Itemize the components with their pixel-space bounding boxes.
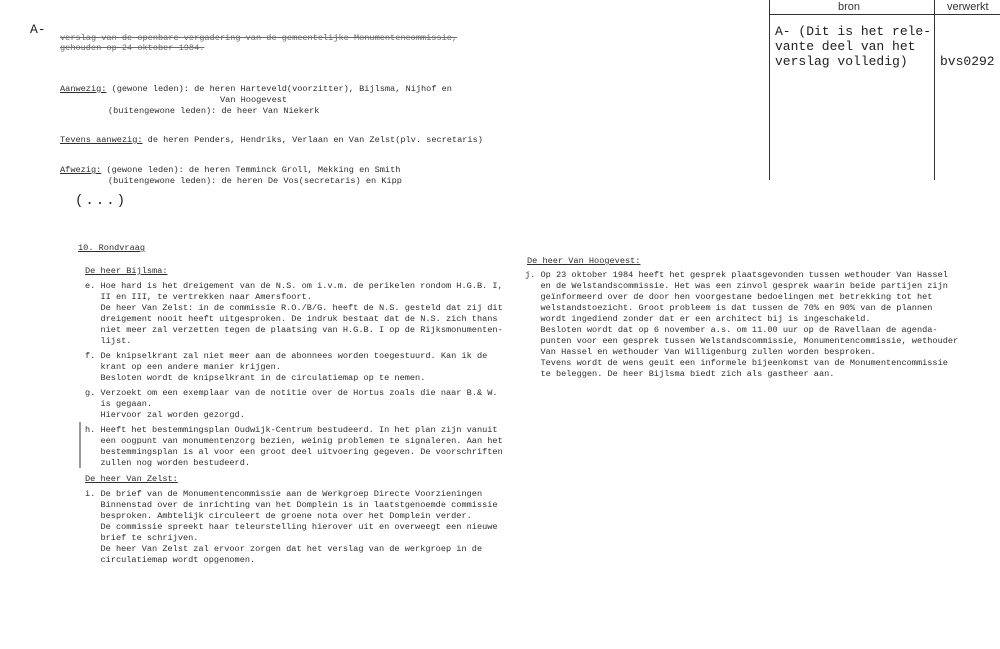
item-e-line: dreigement nooit heeft uitgesproken. De indruk bestaat dat de N.S. zich thans [85, 314, 498, 324]
absent-regular: (gewone leden): de heren Temminck Groll, Mekking en Smith [101, 165, 401, 175]
item-i-line: brief te schrijven. [85, 533, 199, 543]
item-e-line: II en III, te vertrekken naar Amersfoort. [85, 292, 312, 302]
item-f-line: Besloten wordt de knipselkrant in de circulatiemap op te nemen. [85, 373, 426, 383]
present-line [60, 84, 452, 94]
item-g-line: g. Verzoekt om een exemplaar van de notitie over de Hortus zoals die naar B.& W. [85, 388, 498, 398]
present-extra: (buitengewone leden): de heer Van Niekerk [108, 106, 320, 116]
speaker-van-hoogevest: De heer Van Hoogevest: [527, 256, 641, 266]
item-j-line: punten voor een gesprek tussen Welstandscommissie, Monumentencommissie, wethouder [525, 336, 959, 346]
meta-note-line-1: A- (Dit is het rele- [775, 24, 932, 39]
speaker-van-zelst: De heer Van Zelst: [85, 474, 178, 484]
margin-bar [79, 422, 81, 468]
also-present-line [60, 135, 483, 145]
item-j-line: Tevens wordt de wens geuit een informele bijeenkomst van de Monumentencommissie [525, 358, 948, 368]
item-g-line: Hiervoor zal worden gezorgd. [85, 410, 245, 420]
item-i-line: De heer Van Zelst zal ervoor zorgen dat het verslag van de werkgroep in de [85, 544, 483, 554]
also-present-text: de heren Penders, Hendriks, Verlaan en Van Zelst(plv. secretaris) [142, 135, 483, 145]
item-h-line: h. Heeft het bestemmingsplan Oudwijk-Centrum bestudeerd. In het plan zijn vanuit [85, 425, 498, 435]
item-e-line: e. Hoe hard is het dreigement van de N.S. om i.v.m. de perikelen rondom H.G.B. I, [85, 281, 503, 291]
meta-note-line-2: vante deel van het [775, 39, 916, 54]
meta-box-divider [934, 0, 935, 180]
speaker-bijlsma: De heer Bijlsma: [85, 266, 168, 276]
meta-col-processed: verwerkt [947, 1, 989, 13]
item-j-line: j. Op 23 oktober 1984 heeft het gesprek plaatsgevonden tussen wethouder Van Hassel [525, 270, 948, 280]
item-j-line: en de Welstandscommissie. Het was een zinvol gesprek waarin beide partijen zijn [525, 281, 948, 291]
document-title-line-1: verslag van de openbare vergadering van de gemeentelijke Monumentencommissie, [60, 33, 458, 43]
item-h-line: een oogpunt van monumentenzorg bezien, weinig problemen te signaleren. Aan het [85, 436, 503, 446]
meta-col-source: bron [838, 1, 861, 13]
absent-label: Afwezig: [60, 165, 102, 175]
item-j-line: Besloten wordt dat op 6 november a.s. om 11.00 uur op de Ravellaan de agenda- [525, 325, 938, 335]
item-h-line: zullen nog worden bestudeerd. [85, 458, 251, 468]
meta-note-line-3: verslag volledig) [775, 54, 908, 69]
item-j-line: welstandstoezicht. Groot probleem is dat tussen de 70% en 90% van de plannen [525, 303, 933, 313]
meta-box-left-border [769, 0, 770, 180]
ellipsis: (...) [75, 193, 128, 209]
meta-code: bvs0292 [940, 54, 995, 69]
item-g-line: is gegaan. [85, 399, 153, 409]
absent-line [60, 165, 400, 175]
item-i-line: Binnenstad over de inrichting van het Domplein is in laatstgenoemde commissie [85, 500, 498, 510]
document-title-line-2: gehouden op 24 oktober 1984. [60, 43, 205, 53]
present-label: Aanwezig: [60, 84, 107, 94]
item-i-line: circulatiemap wordt opgenomen. [85, 555, 256, 565]
margin-label: A- [30, 22, 46, 37]
item-e-line: lijst. [85, 336, 132, 346]
item-j-line: Van Hassel en wethouder Van Willigenburg zullen worden besproken. [525, 347, 876, 357]
item-h-line: bestemmingsplan is al voor een groot deel uitvoering gegeven. De voorschriften [85, 447, 503, 457]
item-j-line: geïnformeerd over de door hen voorgestane bedoelingen met betrekking tot het [525, 292, 933, 302]
present-regular-cont: Van Hoogevest [220, 95, 288, 105]
item-e-line: niet meer zal verzetten tegen de plaatsing van H.G.B. I op de Rijksmonumenten- [85, 325, 503, 335]
also-present-label: Tevens aanwezig: [60, 135, 143, 145]
present-regular: (gewone leden): de heren Harteveld(voorzitter), Bijlsma, Nijhof en [106, 84, 452, 94]
item-i-line: De commissie spreekt haar teleurstelling hierover uit en overweegt een nieuwe [85, 522, 498, 532]
absent-extra: (buitengewone leden): de heren De Vos(secretaris) en Kipp [108, 176, 402, 186]
item-i-line: besproken. Ambtelijk circuleert de groene nota over het Domplein verder. [85, 511, 472, 521]
item-e-line: De heer Van Zelst: in de commissie R.O./B/G. heeft de N.S. gesteld dat zij dit [85, 303, 503, 313]
item-f-line: f. De knipselkrant zal niet meer aan de abonnees worden toegestuurd. Kan ik de [85, 351, 488, 361]
item-f-line: krant op een andere manier krijgen. [85, 362, 281, 372]
item-j-line: te beleggen. De heer Bijlsma biedt zich als gastheer aan. [525, 369, 835, 379]
item-j-line: wordt ingediend zonder dat er een architect bij is ingeschakeld. [525, 314, 871, 324]
item-i-line: i. De brief van de Monumentencommissie aan de Werkgroep Directe Voorzieningen [85, 489, 483, 499]
meta-box-header-rule [769, 14, 1000, 15]
section-heading: 10. Rondvraag [78, 243, 146, 253]
